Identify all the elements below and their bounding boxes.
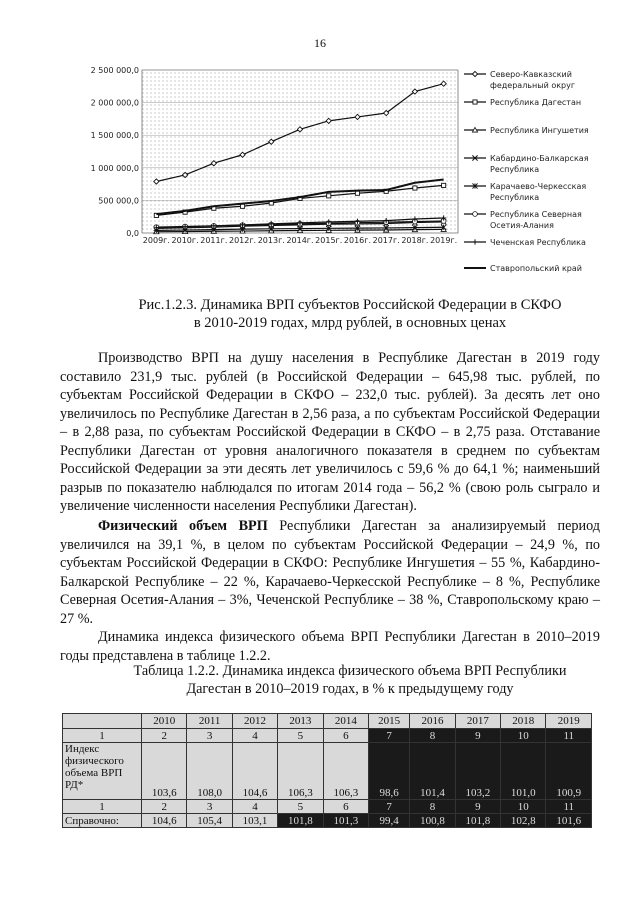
- legend-label: Республика Ингушетия: [490, 126, 589, 135]
- table-cell: 11: [546, 729, 592, 743]
- legend-label: [490, 182, 586, 202]
- table-cell: 99,4: [369, 814, 410, 828]
- table-cell: 5: [278, 729, 323, 743]
- data-point-marker: [472, 71, 477, 76]
- legend-label-line: Республика: [490, 165, 540, 174]
- bold-term: Физический объем ВРП: [98, 518, 268, 534]
- paragraph-text: Республики Дагестан за анализируемый период увеличился на 39,1 %, в целом по субъектам Российской Федерации – 24,9 %, по субъектам Российской Федерации в СКФО: Республике Ингушетия – 55 %, Кабардино-Балкарской Республике – 22 %, Карачаево-Черкесской Республике – 8 %, Республике Северная Осетия-Алания – 3%, Чеченской Республике – 38 %, Ставропольскому краю – 27 %.: [60, 518, 600, 627]
- table-cell: 2019: [546, 714, 592, 729]
- legend-label-line: Кабардино-Балкарская: [490, 154, 589, 163]
- legend-entry: [464, 154, 589, 174]
- table-cell: 104,6: [142, 814, 187, 828]
- x-tick-label: 2009г.: [142, 236, 170, 245]
- table-cell: 8: [410, 729, 455, 743]
- table-cell: 98,6: [369, 743, 410, 800]
- table-cell: 1: [63, 800, 142, 814]
- table-cell: 5: [278, 800, 323, 814]
- grp-index-table: [62, 713, 592, 828]
- table-cell: 101,4: [410, 743, 455, 800]
- table-cell: 101,6: [546, 814, 592, 828]
- legend-entry: [464, 210, 582, 230]
- legend-label: Ставропольский край: [490, 264, 582, 273]
- data-point-marker: [355, 191, 359, 195]
- table-cell: 106,3: [278, 743, 323, 800]
- legend-entry: [464, 126, 589, 135]
- legend-label: [490, 154, 589, 174]
- x-tick-label: 2014г.: [286, 236, 314, 245]
- table-cell: 106,3: [323, 743, 368, 800]
- table-number-row: [63, 729, 592, 743]
- table-cell: 105,4: [187, 814, 232, 828]
- legend-label: [490, 210, 582, 230]
- table-cell: 4: [232, 729, 277, 743]
- paragraph-grp-per-capita: [60, 349, 600, 516]
- table-reference-row: [63, 814, 592, 828]
- y-tick-label: 0,0: [126, 229, 139, 238]
- table-cell: 9: [455, 800, 500, 814]
- table-cell: 101,8: [278, 814, 323, 828]
- table-cell: 3: [187, 800, 232, 814]
- x-tick-label: 2012г.: [228, 236, 257, 245]
- data-point-marker: [442, 183, 446, 187]
- y-tick-label: 2 500 000,0: [90, 66, 139, 75]
- data-point-marker: [473, 212, 478, 217]
- x-tick-label: 2013г.: [257, 236, 285, 245]
- page-number: 16: [314, 36, 326, 50]
- paragraph-text: Динамика индекса физического объема ВРП Республики Дагестан в 2010–2019 годы представлена в таблице 1.2.2.: [60, 629, 600, 664]
- legend-label-line: федеральный округ: [490, 81, 576, 90]
- table-cell: 6: [323, 729, 368, 743]
- table-cell: 2012: [232, 714, 277, 729]
- table-cell: 6: [323, 800, 368, 814]
- table-cell: 2013: [278, 714, 323, 729]
- paragraph-text: Производство ВРП на душу населения в Республике Дагестан в 2019 году составило 231,9 тыс. рублей (в Российской Федерации – 645,98 тыс. рублей, по субъектам Российской Федерации в СКФО – 232,0 тыс. рублей). За десять лет оно увеличилось по Республике Дагестан в 2,56 раза, а по субъектам Российской Федерации – в 2,88 раза, по субъектам Российской Федерации в СКФО – в 2,75 раза. Отставание Республики Дагестан от уровня аналогичного показателя в среднем по субъектам Российской Федерации за эти десять лет увеличилось с 59,6 % до 64,1 %; наименьший разрыв по показателю наблюдался по итогам 2014 года – 56,2 % (свою роль сыграло и увеличение численности населения Республики Дагестан).: [60, 350, 600, 514]
- table-cell: 9: [455, 729, 500, 743]
- y-tick-label: 2 000 000,0: [90, 98, 139, 108]
- x-tick-label: 2015г.: [315, 236, 343, 245]
- x-tick-label: 2011г.: [200, 236, 228, 245]
- table-cell: 100,8: [410, 814, 455, 828]
- data-point-marker: [472, 239, 477, 244]
- table-cell: 108,0: [187, 743, 232, 800]
- legend-label-line: Карачаево-Черкесская: [490, 182, 587, 191]
- legend-entry: [464, 70, 575, 90]
- table-cell: 2015: [369, 714, 410, 729]
- legend-entry: [464, 264, 582, 273]
- table-cell: 8: [410, 800, 455, 814]
- legend-label-line: Осетия-Алания: [490, 221, 554, 230]
- table-cell: 103,6: [142, 743, 187, 800]
- table-cell: 101,8: [455, 814, 500, 828]
- table-caption-line2: Дагестан в 2010–2019 годах, в % к предыдущему году: [186, 681, 514, 697]
- x-tick-label: 2010г.: [171, 236, 199, 245]
- figure-caption-line1: Рис.1.2.3. Динамика ВРП субъектов Российской Федерации в СКФО: [138, 297, 562, 313]
- table-cell: 103,2: [455, 743, 500, 800]
- legend-entry: [464, 182, 586, 202]
- paragraph-table-intro: [60, 628, 600, 665]
- table-cell: 2010: [142, 714, 187, 729]
- legend-label-line: Северо-Кавказский: [490, 70, 572, 79]
- table-cell: [63, 714, 142, 729]
- legend-label-line: Республика: [490, 193, 540, 202]
- table-cell: 2014: [323, 714, 368, 729]
- table-cell: 104,6: [232, 743, 277, 800]
- legend-entry: [464, 238, 586, 247]
- legend-label: [490, 70, 575, 90]
- x-tick-label: 2019г.: [430, 236, 458, 245]
- table-cell: 10: [501, 800, 546, 814]
- table-cell: 101,3: [323, 814, 368, 828]
- figure-caption-line2: в 2010-2019 годах, млрд рублей, в основных ценах: [193, 315, 507, 331]
- table-cell: 7: [369, 729, 410, 743]
- legend-label: Республика Дагестан: [490, 98, 582, 107]
- table-cell: 11: [546, 800, 592, 814]
- table-number-row: [63, 800, 592, 814]
- table-cell: 7: [369, 800, 410, 814]
- data-point-marker: [413, 186, 417, 190]
- y-tick-label: 500 000,0: [98, 196, 139, 206]
- table-cell: 2018: [501, 714, 546, 729]
- paragraph-physical-volume: [60, 517, 600, 628]
- grp-line-chart: [90, 60, 600, 300]
- table-cell: Индекс физического объема ВРП РД*: [63, 743, 142, 800]
- table-index-row: [63, 743, 592, 800]
- table-cell: 2: [142, 800, 187, 814]
- legend-entry: [464, 98, 581, 107]
- table-cell: 10: [501, 729, 546, 743]
- x-tick-label: 2016г.: [343, 236, 372, 245]
- x-tick-label: 2017г.: [372, 236, 400, 245]
- table-cell: 101,0: [501, 743, 546, 800]
- x-tick-label: 2018г.: [401, 236, 429, 245]
- table-cell: 4: [232, 800, 277, 814]
- data-point-marker: [473, 100, 477, 104]
- data-point-marker: [240, 204, 244, 208]
- y-tick-label: 1 000 000,0: [90, 163, 139, 173]
- y-tick-label: 1 500 000,0: [90, 131, 139, 141]
- table-cell: 2011: [187, 714, 232, 729]
- table-cell: 3: [187, 729, 232, 743]
- table-cell: 102,8: [501, 814, 546, 828]
- table-header-row: [63, 714, 592, 729]
- legend-label: Чеченская Республика: [490, 238, 586, 247]
- table-cell: 100,9: [546, 743, 592, 800]
- legend-label-line: Республика Северная: [490, 210, 582, 219]
- table-cell: 103,1: [232, 814, 277, 828]
- table-cell: Справочно:: [63, 814, 142, 828]
- data-point-marker: [327, 194, 331, 198]
- table-cell: 1: [63, 729, 142, 743]
- table-caption-line1: Таблица 1.2.2. Динамика индекса физического объема ВРП Республики: [133, 663, 567, 679]
- table-cell: 2: [142, 729, 187, 743]
- table-cell: 2016: [410, 714, 455, 729]
- table-cell: 2017: [455, 714, 500, 729]
